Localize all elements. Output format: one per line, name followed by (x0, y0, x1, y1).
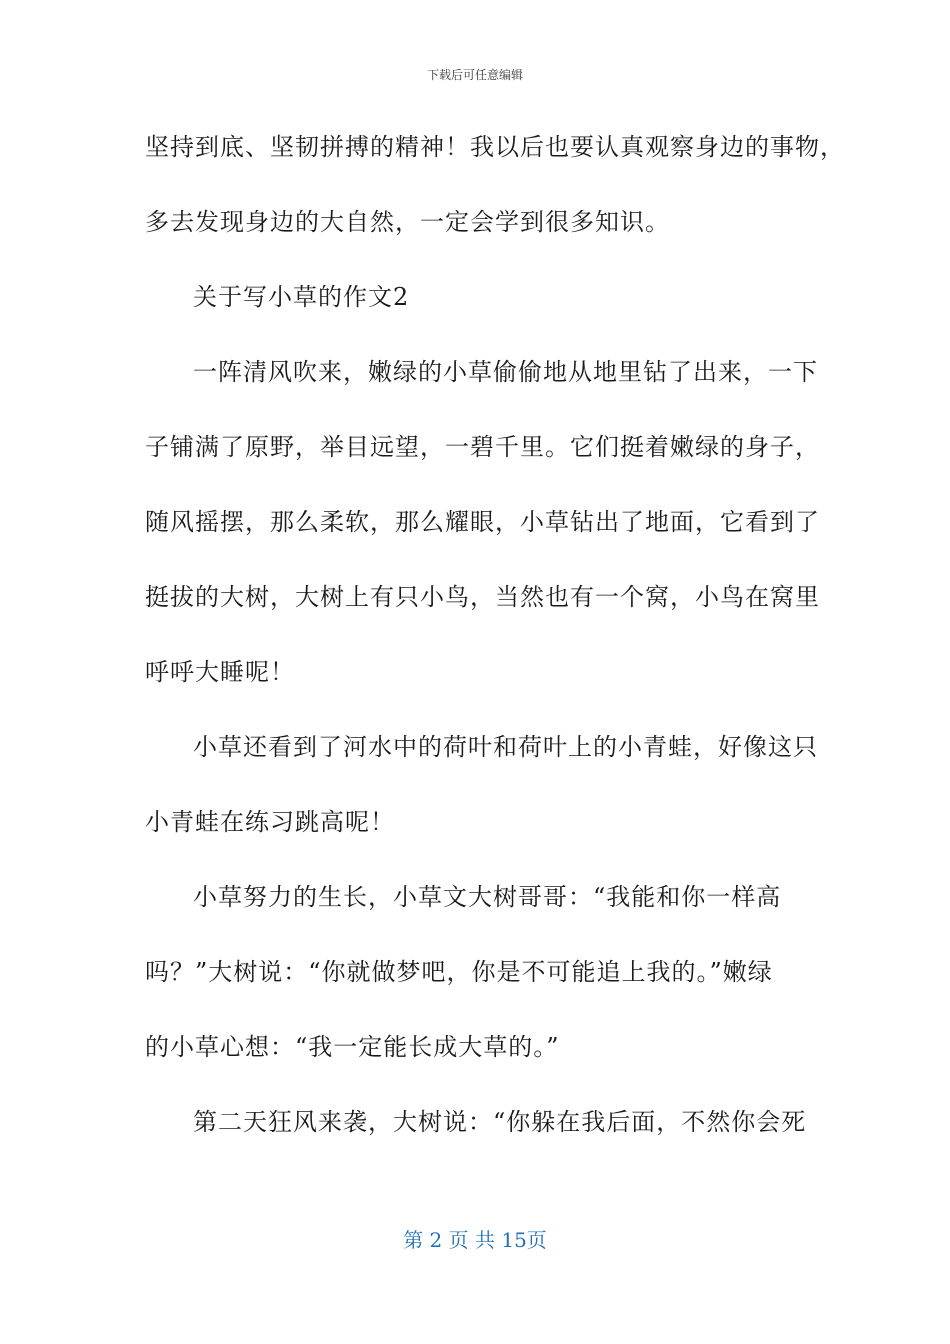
document-body (145, 125, 845, 1175)
text-line: 小草还看到了河水中的荷叶和荷叶上的小青蛙，好像这只 (193, 733, 818, 761)
page-number-footer: 第 2 页 共 15页 (403, 1228, 547, 1252)
text-line: 的小草心想：“我一定能长成大草的。” (145, 1033, 560, 1061)
section-title: 关于写小草的作文2 (193, 283, 410, 311)
text-line: 一阵清风吹来，嫩绿的小草偷偷地从地里钻了出来，一下 (193, 358, 818, 386)
text-line: 随风摇摆，那么柔软，那么耀眼，小草钻出了地面，它看到了 (145, 508, 820, 536)
text-line: 小草努力的生长，小草文大树哥哥：“我能和你一样高 (193, 883, 782, 911)
text-line: 小青蛙在练习跳高呢！ (145, 808, 395, 836)
text-line: 多去发现身边的大自然，一定会学到很多知识。 (145, 208, 670, 236)
text-line: 呼呼大睡呢！ (145, 658, 295, 686)
text-line: 子铺满了原野，举目远望，一碧千里。它们挺着嫩绿的身子， (145, 433, 820, 461)
text-line: 吗？”大树说：“你就做梦吧，你是不可能追上我的。”嫩绿 (145, 958, 773, 986)
text-line: 第二天狂风来袭，大树说：“你躲在我后面，不然你会死 (193, 1108, 807, 1136)
text-line: 挺拔的大树，大树上有只小鸟，当然也有一个窝，小鸟在窝里 (145, 583, 820, 611)
page-header: 下载后可任意编辑 (426, 68, 523, 82)
text-line: 坚持到底、坚韧拼搏的精神！我以后也要认真观察身边的事物， (145, 133, 845, 161)
